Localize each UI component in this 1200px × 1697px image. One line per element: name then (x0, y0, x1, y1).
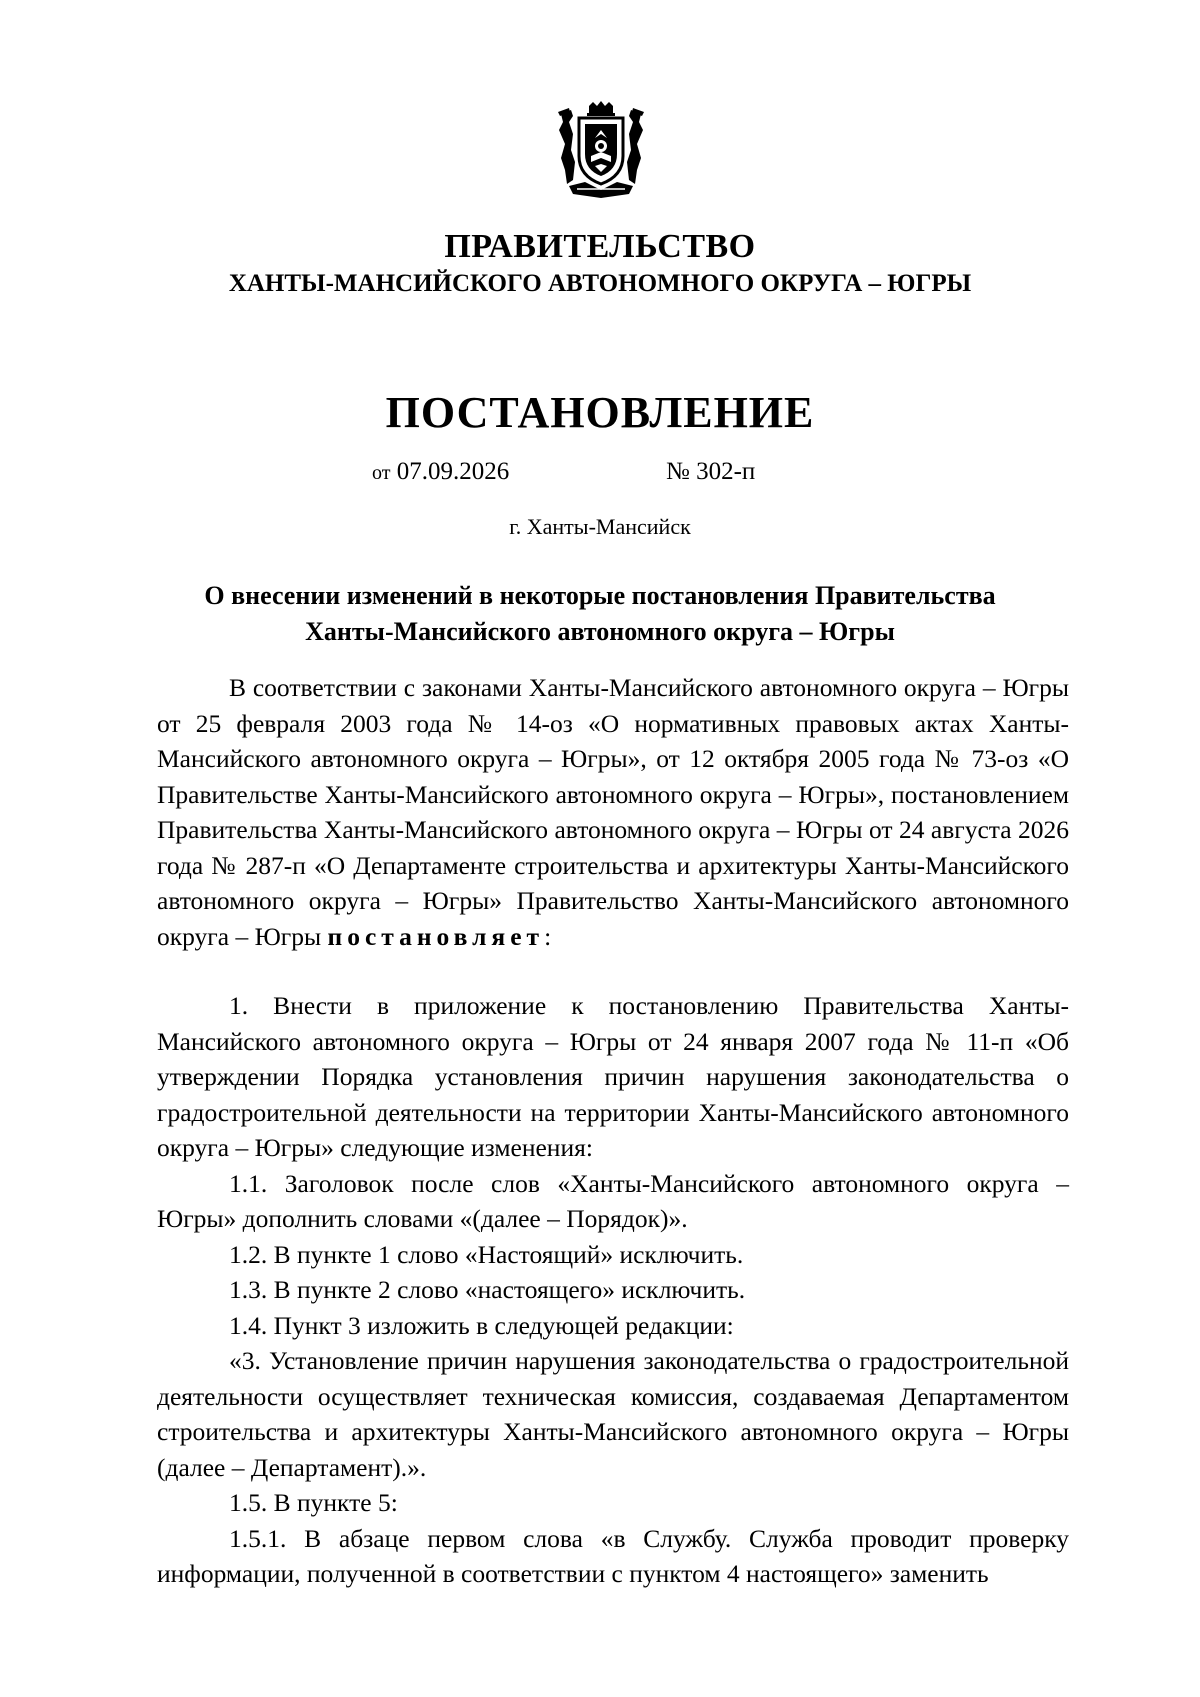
document-body (157, 670, 1069, 1592)
coat-of-arms-emblem (555, 100, 647, 200)
document-date: 07.09.2026 (396, 458, 510, 485)
body-paragraph: 1.2. В пункте 1 слово «Настоящий» исключить. (229, 1239, 744, 1269)
document-date-line (372, 458, 509, 486)
paragraph-gap (157, 954, 1069, 988)
body-paragraph: 1.4. Пункт 3 изложить в следующей редакции: (229, 1310, 734, 1340)
document-number: № 302-п (666, 458, 756, 485)
document-city: г. Ханты-Мансийск (509, 514, 691, 539)
document-heading (0, 578, 1200, 650)
preamble-text: В соответствии с законами Ханты-Мансийского автономного округа – Югры от 25 февраля 2003 года № 14-оз «О нормативных правовых актах Ханты-Мансийского автономного округа – Югры», от 12 октября 2005 года № 73-оз «О Правительстве Ханты-Мансийского автономного округа – Югры», постановлением Правительства Ханты-Мансийского автономного округа – Югры от 24 августа 2026 года № 287-п «О Департаменте строительства и архитектуры Ханты-Мансийского автономного округа – Югры» Правительство Ханты-Мансийского автономного округа – Югры (157, 673, 1069, 951)
heading-line-1: О внесении изменений в некоторые постановления Правительства (204, 581, 996, 610)
region-name: ХАНТЫ-МАНСИЙСКОГО АВТОНОМНОГО ОКРУГА – ЮГРЫ (228, 270, 972, 297)
resolves-word: постановляет (327, 921, 545, 951)
body-paragraph: 1.5.1. В абзаце первом слова «в Службу. Служба проводит проверку информации, полученной в соответствии с пунктом 4 настоящего» заменить (157, 1523, 1069, 1588)
body-paragraph: 1.5. В пункте 5: (229, 1488, 398, 1517)
government-title: ПРАВИТЕЛЬСТВО (444, 228, 756, 265)
body-paragraph: 1.1. Заголовок после слов «Ханты-Мансийского автономного округа – Югры» дополнить словами «(далее – Порядок)». (157, 1168, 1069, 1233)
body-paragraph: 1. Внести в приложение к постановлению Правительства Ханты-Мансийского автономного округа – Югры от 24 января 2007 года № 11-п «Об утверждении Порядка установления причин нарушения законодательства о градостроительной деятельности на территории Ханты-Мансийского автономного округа – Югры» следующие изменения: (157, 991, 1069, 1162)
preamble-paragraph (157, 670, 1069, 954)
heading-line-2: Ханты-Мансийского автономного округа – Югры (305, 617, 895, 646)
body-paragraph: 1.3. В пункте 2 слово «настоящего» исключить. (229, 1275, 746, 1304)
body-paragraph: «3. Установление причин нарушения законодательства о градостроительной деятельности осуществляет техническая комиссия, создаваемая Департаментом строительства и архитектуры Ханты-Мансийского автономного округа – Югры (далее – Департамент).». (157, 1346, 1069, 1482)
date-prefix: от (372, 462, 391, 484)
resolves-colon: : (544, 921, 552, 951)
document-type: ПОСТАНОВЛЕНИЕ (385, 388, 815, 437)
